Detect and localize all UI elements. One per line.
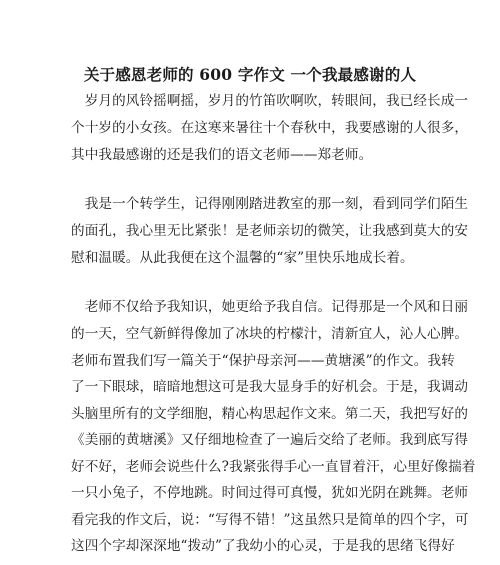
paragraph-line: 老师布置我们写一篇关于“保护母亲河——黄塘溪”的作文。我转 <box>71 353 455 369</box>
document-title: 关于感恩老师的 600 字作文 一个我最感谢的人 <box>83 65 417 84</box>
paragraph-line: 的面孔，我心里无比紧张！是老师亲切的微笑，让我感到莫大的安 <box>71 223 469 239</box>
paragraph-line: 其中我最感谢的还是我们的语文老师——郑老师。 <box>71 147 373 163</box>
paragraph-line: 《美丽的黄塘溪》又仔细地检查了一遍后交给了老师。我到底写得 <box>71 432 469 448</box>
paragraph-line: 岁月的风铃摇啊摇，岁月的竹笛吹啊吹，转眼间，我已经长成一 <box>71 93 469 109</box>
paragraph-line: 这四个字却深深地“拨动”了我幼小的心灵，于是我的思绪飞得好 <box>71 538 455 554</box>
paragraph-line: 的一天，空气新鲜得像加了冰块的柠檬汁，清新宜人，沁人心脾。 <box>71 326 469 342</box>
paragraph-line: 一只小兔子，不停地跳。时间过得可真慢，犹如光阴在跳舞。老师 <box>71 485 469 501</box>
paragraph-line: 慰和温暖。从此我便在这个温馨的“家”里快乐地成长着。 <box>71 250 414 266</box>
paragraph-line: 我是一个转学生，记得刚刚踏进教室的那一刻，看到同学们陌生 <box>71 196 469 212</box>
paragraph-line: 个十岁的小女孩。在这寒来暑往十个春秋中，我要感谢的人很多， <box>71 120 469 136</box>
paragraph-line: 老师不仅给予我知识，她更给予我自信。记得那是一个风和日丽 <box>71 299 469 315</box>
paragraph-line: 了一下眼球，暗暗地想这可是我大显身手的好机会。于是，我调动 <box>71 379 469 395</box>
paragraph-line: 头脑里所有的文学细胞，精心构思起作文来。第二天，我把写好的 <box>71 406 469 422</box>
paragraph-line: 好不好，老师会说些什么?我紧张得手心一直冒着汗，心里好像揣着 <box>71 459 476 475</box>
paragraph-line: 看完我的作文后，说：“写得不错！”这虽然只是简单的四个字，可 <box>71 512 469 528</box>
